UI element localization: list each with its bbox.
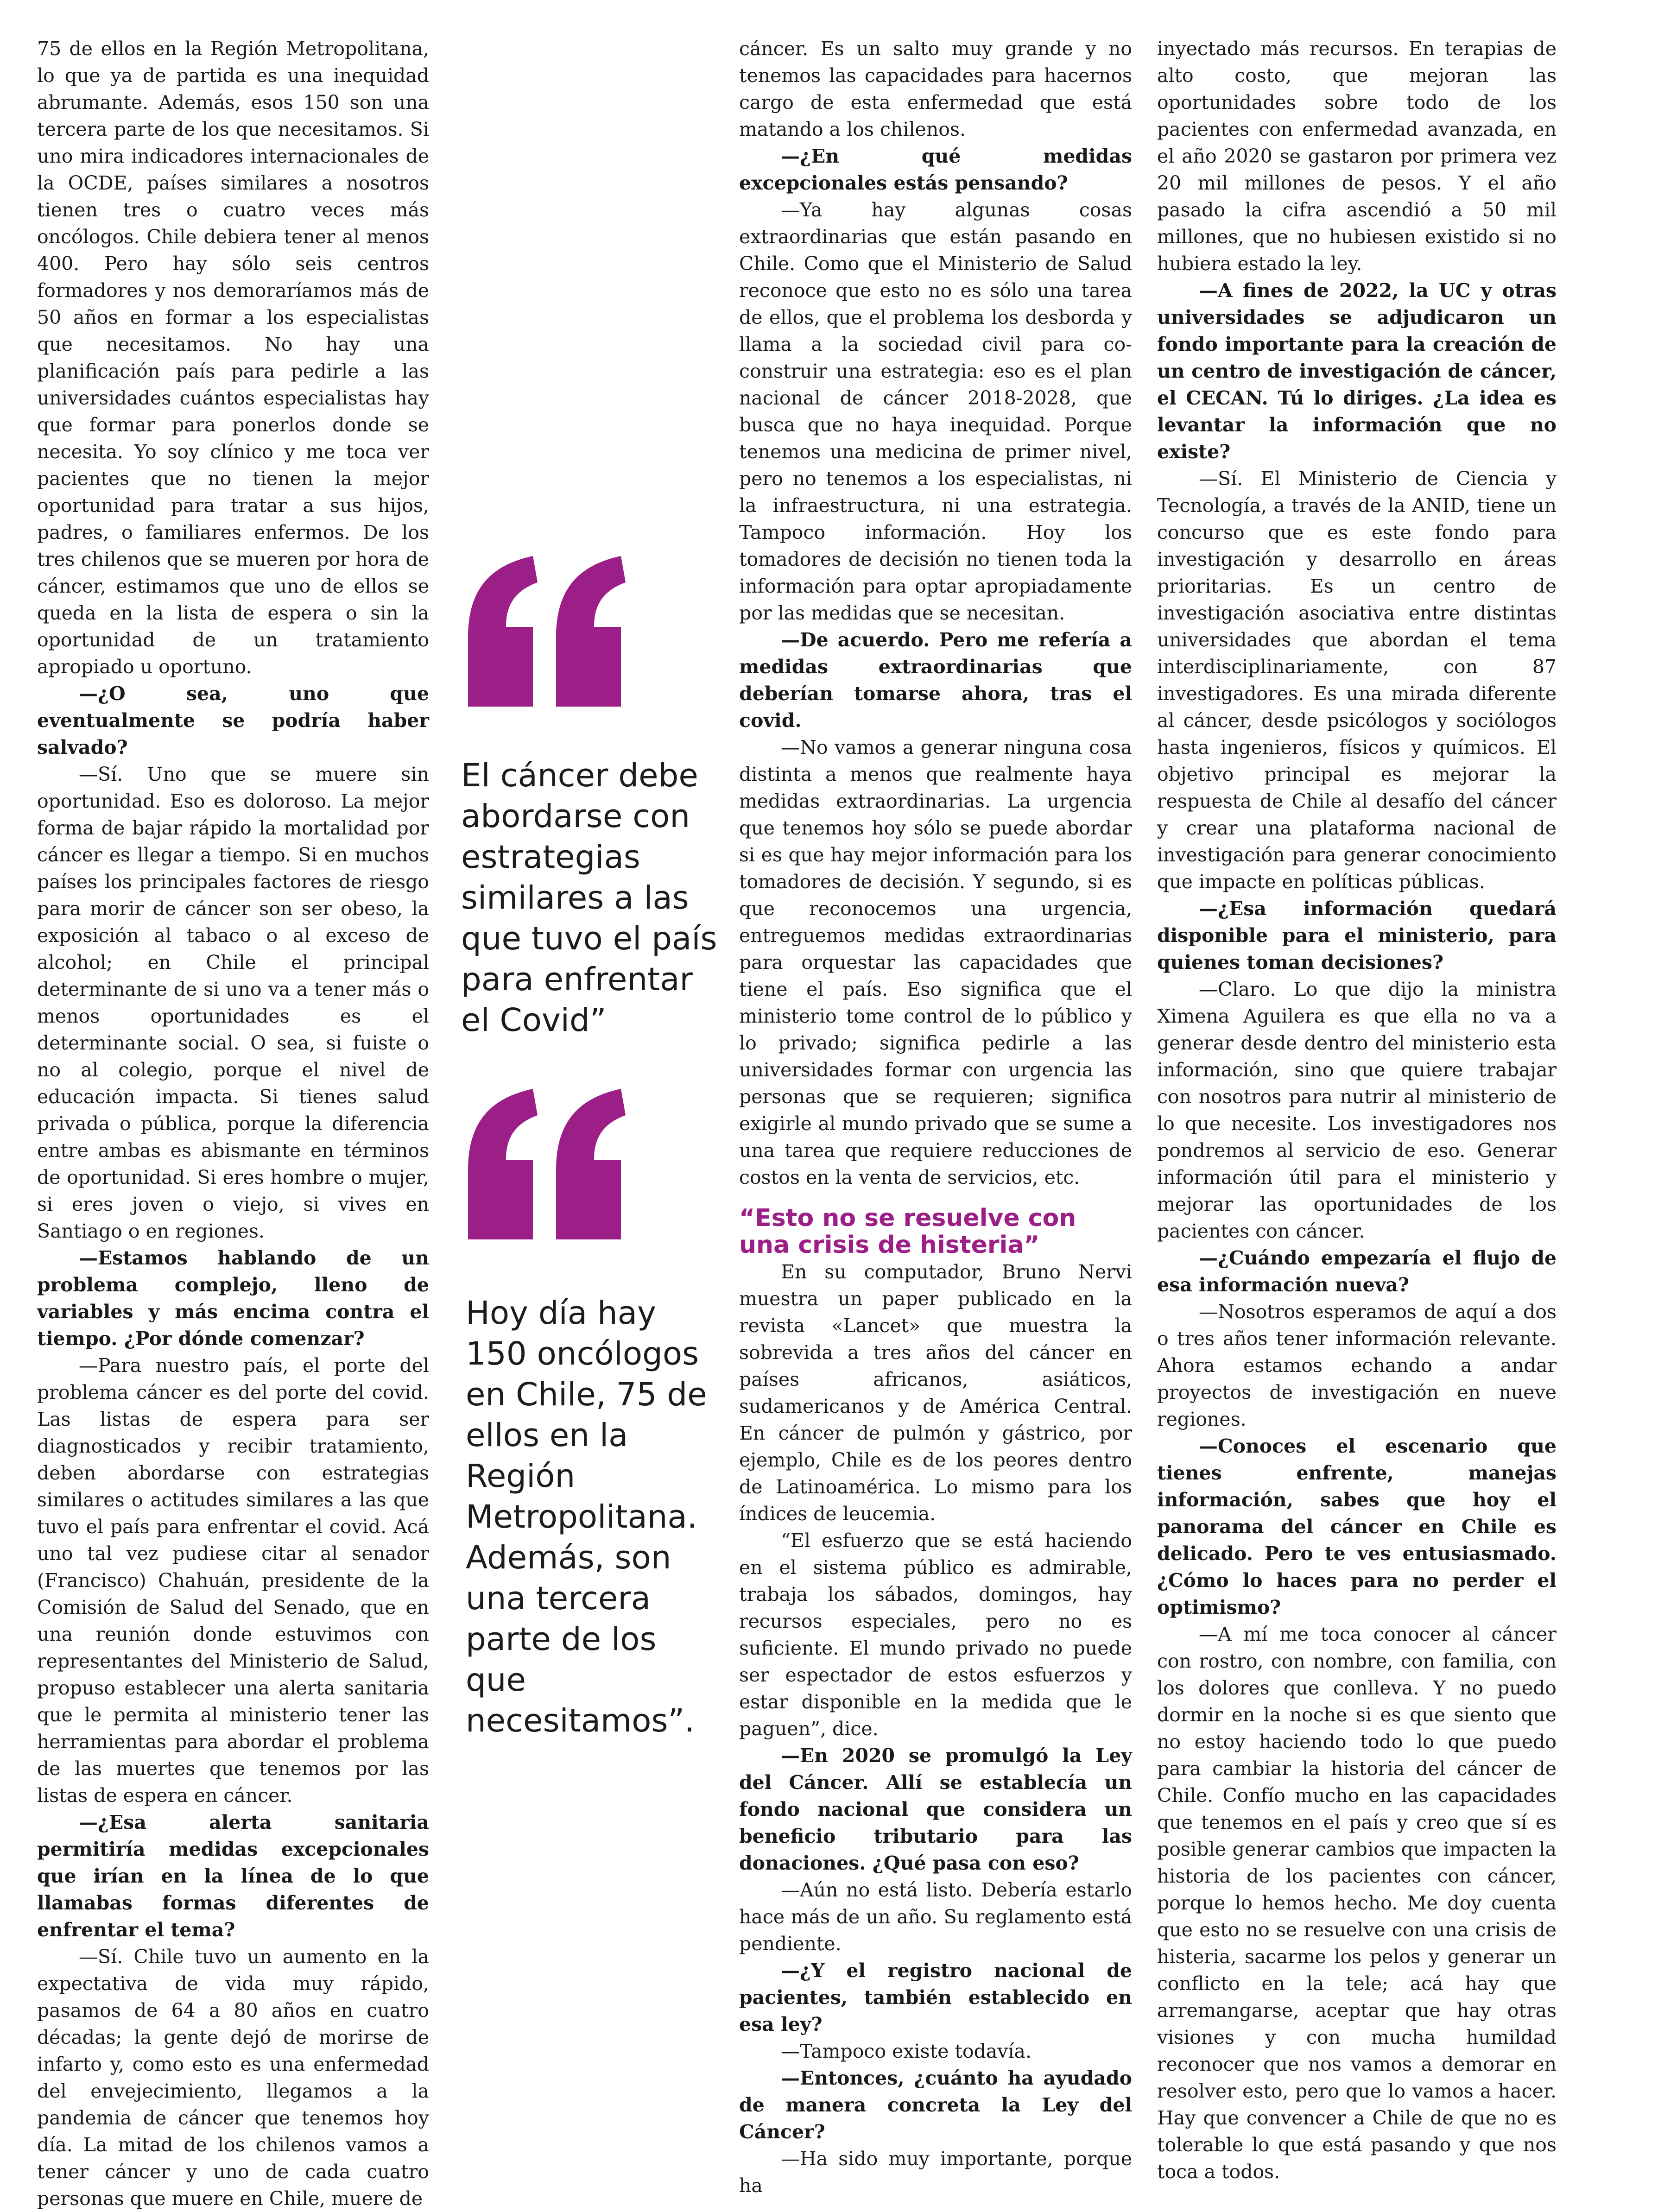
interview-question: —Entonces, ¿cuánto ha ayudado de manera concreta la Ley del Cáncer? bbox=[739, 2067, 1132, 2143]
article-column-4 bbox=[1157, 35, 1557, 2185]
paragraph: cáncer. Es un salto muy grande y no tenemos las capacidades para hacernos cargo de esta enfermedad que está matando a los chilenos. bbox=[739, 38, 1132, 140]
interview-question: —De acuerdo. Pero me refería a medidas extraordinarias que deberían tomarse ahora, tras el covid. bbox=[739, 629, 1132, 732]
paragraph: 75 de ellos en la Región Metropolitana, lo que ya de partida es una inequidad abrumante. Además, esos 150 son una tercera parte de los que necesitamos. Si uno mira indicadores internacionales de la OCDE, países similares a nosotros tienen tres o cuatro veces más oncólogos. Chile debiera tener al menos 400. Pero hay sólo seis centros formadores y nos demoraríamos más de 50 años en formar a los especialistas que necesitamos. No hay una planificación país para pedirle a las universidades cuántos especialistas hay que formar para ponerlos donde se necesita. Yo soy clínico y me toca ver pacientes que no tienen la mejor oportunidad para tratar a sus hijos, padres, o familiares enfermos. De los tres chilenos que se mueren por hora de cáncer, estimamos que uno de ellos se queda en la lista de espera o sin la oportunidad de un tratamiento apropiado u oportuno. bbox=[37, 38, 429, 678]
section-subheading: “Esto no se resuelve con una crisis de histeria” bbox=[739, 1204, 1076, 1259]
article-column-1 bbox=[37, 35, 429, 2212]
paragraph: —No vamos a generar ninguna cosa distinta a menos que realmente haya medidas extraordinarias. La urgencia que tenemos hoy sólo se puede abordar si es que hay mejor información para los tomadores de decisión. Y segundo, si es que reconocemos una urgencia, entreguemos medidas extraordinarias para orquestar las capacidades que tiene el país. Eso significa que el ministerio tome control de lo público y lo privado; significa pedirle a las universidades formar con urgencia las personas que se requieren; significa exigirle al mundo privado que se sume a una tarea que requiere reducciones de costos en la venta de servicios, etc. bbox=[739, 736, 1132, 1188]
paragraph: —Sí. Uno que se muere sin oportunidad. Eso es doloroso. La mejor forma de bajar rápido la mortalidad por cáncer es llegar a tiempo. Si en muchos países los principales factores de riesgo para morir de cáncer son ser obeso, la exposición al tabaco o al exceso de alcohol; en Chile el principal determinante de si uno va a tener más o menos oportunidades es el determinante social. O sea, si fuiste o no al colegio, porque el nivel de educación impacta. Si tienes salud privada o pública, porque la diferencia entre ambas es abismante en términos de oportunidad. Si eres hombre o mujer, si eres joven o viejo, si vives en Santiago o en regiones. bbox=[37, 763, 429, 1242]
quote-mark-icon bbox=[463, 554, 630, 711]
paragraph: —Tampoco existe todavía. bbox=[781, 2040, 1032, 2062]
pull-quote-2: Hoy día hay 150 oncólogos en Chile, 75 de ellos en la Región Metropolitana. Además, son una tercera parte de los que necesitamos”. bbox=[466, 1295, 707, 1739]
pull-quote-1: El cáncer debe abordarse con estrategias similares a las que tuvo el país para enfrentar el Covid” bbox=[461, 757, 717, 1039]
paragraph: inyectado más recursos. En terapias de alto costo, que mejoran las oportunidades sobre todo de los pacientes con enfermedad avanzada, en el año 2020 se gastaron por primera vez 20 mil millones de pesos. Y el año pasado la cifra ascendió a 50 mil millones, que no hubiesen existido si no hubiera estado la ley. bbox=[1157, 38, 1557, 275]
paragraph: —Sí. Chile tuvo un aumento en la expectativa de vida muy rápido, pasamos de 64 a 80 años en cuatro décadas; la gente dejó de morirse de infarto y, como esto es una enfermedad del envejecimiento, llegamos a la pandemia de cáncer que tenemos hoy día. La mitad de los chilenos vamos a tener cáncer y uno de cada cuatro personas que muere en Chile, muere de bbox=[37, 1946, 429, 2210]
paragraph: —Aún no está listo. Debería estarlo hace más de un año. Su reglamento está pendiente. bbox=[739, 1879, 1132, 1955]
interview-question: —A fines de 2022, la UC y otras universidades se adjudicaron un fondo importante para la creación de un centro de investigación de cáncer, el CECAN. Tú lo diriges. ¿La idea es levantar la información que no existe? bbox=[1157, 279, 1557, 463]
paragraph: —Claro. Lo que dijo la ministra Ximena Aguilera es que ella no va a generar desde dentro del ministerio esta información, sino que quiere trabajar con nosotros para nutrir al ministerio de lo que necesite. Los investigadores nos pondremos al servicio de eso. Generar información útil para el ministerio y mejorar las oportunidades de los pacientes con cáncer. bbox=[1157, 978, 1557, 1242]
paragraph: —A mí me toca conocer al cáncer con rostro, con nombre, con familia, con los dolores que conlleva. Y no puedo dormir en la noche si es que siento que no estoy haciendo todo lo que puedo para cambiar la historia del cáncer de Chile. Confío mucho en las capacidades que tenemos en el país y creo que sí es posible generar cambios que impacten la historia de los pacientes con cáncer, porque lo hemos hecho. Me doy cuenta que esto no se resuelve con una crisis de histeria, sacarme los pelos y generar un conflicto en la tele; acá hay que arremangarse, aceptar que hay otras visiones y con mucha humildad reconocer que nos vamos a demorar en resolver esto, pero que lo vamos a hacer. Hay que convencer a Chile de que no es tolerable lo que está pasando y que nos toca a todos. bbox=[1157, 1623, 1557, 2183]
interview-question: —¿Cuándo empezaría el flujo de esa información nueva? bbox=[1157, 1247, 1557, 1296]
interview-question: —¿En qué medidas excepcionales estás pensando? bbox=[739, 145, 1132, 194]
paragraph: —Ha sido muy importante, porque ha bbox=[739, 2148, 1132, 2197]
paragraph: —Para nuestro país, el porte del problema cáncer es del porte del covid. Las listas de espera para ser diagnosticados y recibir tratamiento, deben abordarse con estrategias similares o actitudes similares a las que tuvo el país para enfrentar el covid. Acá uno tal vez pudiese citar al senador (Francisco) Chahuán, presidente de la Comisión de Salud del Senado, que en una reunión donde estuvimos con representantes del Ministerio de Salud, propuso establecer una alerta sanitaria que le permita al ministerio tener las herramientas para abordar el problema de las muertes que tenemos por las listas de espera en cáncer. bbox=[37, 1354, 429, 1807]
paragraph: —Sí. El Ministerio de Ciencia y Tecnología, a través de la ANID, tiene un concurso que es este fondo para investigación y desarrollo en áreas prioritarias. Es un centro de investigación asociativa entre distintas universidades que abordan el tema interdisciplinariamente, con 87 investigadores. Es una mirada diferente al cáncer, desde psicólogos y sociólogos hasta ingenieros, físicos y químicos. El objetivo principal es mejorar la respuesta de Chile al desafío del cáncer y crear una plataforma nacional de investigación para generar conocimiento que impacte en políticas públicas. bbox=[1157, 468, 1557, 893]
interview-question: —¿Esa información quedará disponible para el ministerio, para quienes toman decisiones? bbox=[1157, 897, 1557, 973]
interview-question: —Estamos hablando de un problema complejo, lleno de variables y más encima contra el tiempo. ¿Por dónde comenzar? bbox=[37, 1247, 429, 1350]
article-column-3 bbox=[739, 35, 1132, 2199]
interview-question: —En 2020 se promulgó la Ley del Cáncer. Allí se establecía un fondo nacional que considera un beneficio tributario para las donaciones. ¿Qué pasa con eso? bbox=[739, 1744, 1132, 1874]
quote-mark-icon bbox=[463, 1087, 630, 1244]
interview-question: —¿Esa alerta sanitaria permitiría medidas excepcionales que irían en la línea de lo que llamabas formas diferentes de enfrentar el tema? bbox=[37, 1811, 429, 1941]
paragraph: “El esfuerzo que se está haciendo en el sistema público es admirable, trabaja los sábados, domingos, hay recursos especiales, pero no es suficiente. El mundo privado no puede ser espectador de estos esfuerzos y estar disponible en la medida que le paguen”, dice. bbox=[739, 1529, 1132, 1740]
paragraph: —Nosotros esperamos de aquí a dos o tres años tener información relevante. Ahora estamos echando a andar proyectos de investigación en nueve regiones. bbox=[1157, 1301, 1557, 1430]
interview-question: —¿Y el registro nacional de pacientes, también establecido en esa ley? bbox=[739, 1959, 1132, 2035]
paragraph: En su computador, Bruno Nervi muestra un paper publicado en la revista «Lancet» que muestra la sobrevida a tres años del cáncer en países africanos, asiáticos, sudamericanos y de América Central. En cáncer de pulmón y gástrico, por ejemplo, Chile es de los peores dentro de Latinoamérica. Lo mismo para los índices de leucemia. bbox=[739, 1261, 1132, 1525]
interview-question: —¿O sea, uno que eventualmente se podría haber salvado? bbox=[37, 683, 429, 758]
interview-question: —Conoces el escenario que tienes enfrente, manejas información, sabes que hoy el panorama del cáncer en Chile es delicado. Pero te ves entusiasmado. ¿Cómo lo haces para no perder el optimismo? bbox=[1157, 1435, 1557, 1618]
paragraph: —Ya hay algunas cosas extraordinarias que están pasando en Chile. Como que el Ministerio de Salud reconoce que esto no es sólo una tarea de ellos, que el problema los desborda y llama a la sociedad civil para co-construir una estrategia: eso es el plan nacional de cáncer 2018-2028, que busca que no haya inequidad. Porque tenemos una medicina de primer nivel, pero no tenemos a los especialistas, ni la infraestructura, ni una estrategia. Tampoco información. Hoy los tomadores de decisión no tienen toda la información para optar apropiadamente por las medidas que se necesitan. bbox=[739, 199, 1132, 624]
